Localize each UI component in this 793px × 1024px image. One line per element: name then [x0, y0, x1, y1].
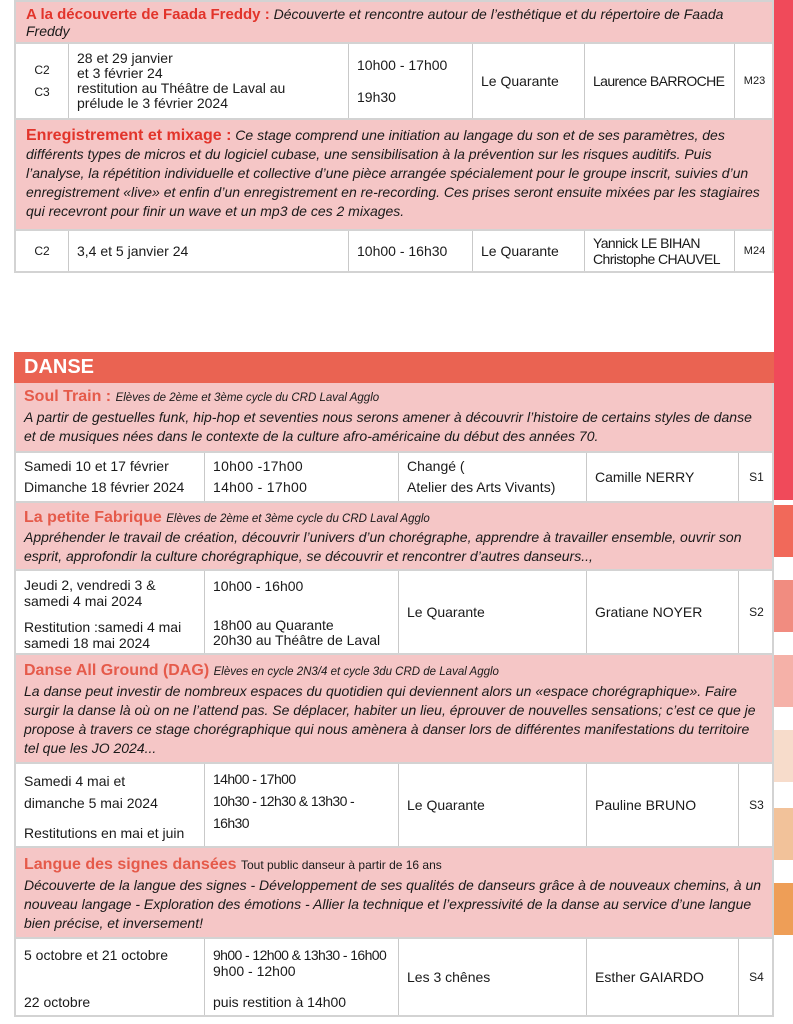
soul-desc: A partir de gestuelles funk, hip-hop et seventies nous serons amener à découvrir l’histoire de certains styles de danse et de musiques nées dans le contexte de la culture afro-américaine du début des années 70. — [24, 409, 752, 444]
date-line: 22 octobre — [24, 994, 91, 1010]
place: Changé ( — [407, 458, 465, 474]
signes-desc: Découverte de la langue des signes - Développement de ses qualités de danseurs grâce à de nouveaux chemins, à un nouveau langage - Exploration des émotions - Allier la technique et l’expressivité de la danse au service d’une langue bien précise, et inversement! — [24, 877, 762, 931]
dag-row — [14, 764, 774, 848]
signes-ref — [738, 939, 774, 1015]
soul-times — [204, 453, 398, 501]
place: Atelier des Arts Vivants) — [407, 479, 556, 495]
date-line: 5 octobre et 21 octobre — [24, 947, 168, 963]
code: C2 — [34, 63, 50, 77]
date-line: Jeudi 2, vendredi 3 & — [24, 577, 156, 593]
signes-place — [398, 939, 586, 1015]
enreg-dates — [68, 231, 348, 271]
signes-row — [14, 939, 774, 1017]
enreg-row — [14, 231, 774, 273]
signes-times — [204, 939, 398, 1015]
dag-desc: La danse peut investir de nombreux espaces du quotidien qui deviennent alors un «espace chorégraphique». Faire surgir la danse là où on ne l’attend pas. Se déplacer, habiter un lieu, éprouver de nouvelles sensations; c’est ce que je propose à travers ce stage chorégraphique qui nous amènera à danser lors de différentes manifestations du territoire tel que les JO 2024... — [24, 683, 756, 756]
soul-sub: Elèves de 2ème et 3ème cycle du CRD Laval Agglo — [115, 392, 380, 404]
dag-ref — [738, 764, 774, 846]
side-strip-coral — [774, 505, 793, 557]
soul-ref — [738, 453, 774, 501]
enreg-desc: Ce stage comprend une initiation au langage du son et de ses paramètres, des différents types de micros et du logiciel cubase, une sensibilisation à la prévention sur les risques auditifs. Puis l’analyse, la répétition individuelle et collective d’une pièce arrangée spécialement pour le groupe inscrit, suivies d’un enregistrement «live» et enfin d’un enregistrement en re-recording. Ces prises seront ensuite mixées par les stagiaires qui recevront pour finir un wave et un mp3 de ces 2 mixages. — [26, 127, 760, 219]
dag-teacher — [586, 764, 738, 846]
time-line: 14h00 - 17h00 — [213, 479, 308, 495]
date-line: samedi 4 mai 2024 — [24, 593, 143, 609]
date-line: Samedi 4 mai et — [24, 773, 126, 789]
fabrique-teacher — [586, 571, 738, 653]
fabrique-dates — [16, 571, 204, 653]
time-line: 14h00 - 17h00 — [213, 771, 296, 787]
soul-dates — [16, 453, 204, 501]
time-line: 10h00 - 16h30 — [357, 243, 448, 259]
dag-sub: Elèves en cycle 2N3/4 et cycle 3du CRD de Laval Agglo — [213, 666, 499, 678]
place: Le Quarante — [481, 73, 559, 89]
signes-header — [14, 848, 774, 939]
side-strip-peach — [774, 808, 793, 860]
ref-code: M24 — [743, 245, 766, 257]
faada-title: A la découverte de Faada Freddy : — [26, 6, 270, 23]
fabrique-times — [204, 571, 398, 653]
teacher: Yannick LE BIHAN — [593, 235, 700, 251]
side-strip-orange — [774, 883, 793, 935]
teacher: Esther GAIARDO — [595, 969, 704, 985]
side-strip-cream — [774, 730, 793, 782]
place: Les 3 chênes — [407, 969, 491, 985]
date-line: samedi 18 mai 2024 — [24, 635, 151, 651]
dag-place — [398, 764, 586, 846]
soul-row — [14, 453, 774, 503]
date-line: Dimanche 18 février 2024 — [24, 479, 185, 495]
faada-ref — [734, 44, 774, 118]
date-line: et 3 février 24 — [77, 65, 163, 81]
side-strip-salmon — [774, 580, 793, 632]
time-line: 20h30 au Théâtre de Laval — [213, 632, 381, 648]
teacher: Laurence BARROCHE — [593, 73, 725, 89]
ref-code: S4 — [749, 970, 764, 984]
date-line: dimanche 5 mai 2024 — [24, 795, 158, 811]
dag-times — [204, 764, 398, 846]
faada-place — [472, 44, 584, 118]
signes-title: Langue des signes dansées — [24, 856, 237, 873]
fabrique-place — [398, 571, 586, 653]
faada-dates — [68, 44, 348, 118]
signes-dates — [16, 939, 204, 1015]
faada-desc: Découverte et rencontre autour de l’esthétique et du répertoire de Faada Freddy — [26, 6, 724, 39]
signes-teacher — [586, 939, 738, 1015]
enreg-title: Enregistrement et mixage : — [26, 127, 232, 144]
faada-codes — [16, 44, 68, 118]
fabrique-ref — [738, 571, 774, 653]
soul-teacher — [586, 453, 738, 501]
enreg-code — [16, 231, 68, 271]
signes-sub: Tout public danseur à partir de 16 ans — [240, 858, 442, 872]
code: C3 — [34, 85, 50, 99]
dag-dates — [16, 764, 204, 846]
enreg-teachers — [584, 231, 734, 271]
date-line: Restitutions en mai et juin — [24, 825, 185, 841]
teacher: Gratiane NOYER — [595, 604, 703, 620]
soul-title: Soul Train : — [24, 388, 112, 405]
side-strip-red — [774, 0, 793, 500]
place: Le Quarante — [407, 797, 485, 813]
faada-teacher — [584, 44, 734, 118]
fabrique-title: La petite Fabrique — [24, 509, 162, 526]
fabrique-desc: Appréhender le travail de création, découvrir l’univers d’un chorégraphe, apprendre à travailler ensemble, ouvrir son esprit, approfondir la culture chorégraphique, se découvrir et rencontrer d’autres danseurs.., — [24, 529, 742, 564]
ref-code: S1 — [749, 470, 764, 484]
teacher: Camille NERRY — [595, 469, 695, 485]
date-line: 3,4 et 5 janvier 24 — [77, 243, 189, 259]
date-line: restitution au Théâtre de Laval au — [77, 80, 286, 96]
dag-header — [14, 655, 774, 764]
faada-times — [348, 44, 472, 118]
time-line: 10h00 -17h00 — [213, 458, 304, 474]
enreg-place — [472, 231, 584, 271]
time-line: 9h00 - 12h00 — [213, 963, 296, 979]
faada-header — [14, 0, 774, 44]
place: Le Quarante — [407, 604, 485, 620]
fabrique-header — [14, 503, 774, 571]
enreg-header — [14, 120, 774, 231]
fabrique-sub: Elèves de 2ème et 3ème cycle du CRD Laval Agglo — [166, 513, 430, 525]
dag-title: Danse All Ground (DAG) — [24, 662, 210, 679]
enreg-ref — [734, 231, 774, 271]
time-line: 19h30 — [357, 89, 396, 105]
ref-code: S3 — [749, 798, 764, 812]
time-line: 18h00 au Quarante — [213, 617, 334, 633]
date-line: Samedi 10 et 17 février — [24, 458, 169, 474]
faada-row — [14, 44, 774, 120]
teacher: Pauline BRUNO — [595, 797, 697, 813]
time-line: 10h00 - 17h00 — [357, 57, 448, 73]
side-strip-pink — [774, 655, 793, 707]
soul-header — [14, 383, 774, 453]
teacher: Christophe CHAUVEL — [593, 251, 720, 267]
danse-heading: DANSE — [14, 352, 774, 383]
time-line: 10h00 - 16h00 — [213, 578, 304, 594]
place: Le Quarante — [481, 243, 559, 259]
date-line: Restitution :samedi 4 mai — [24, 619, 182, 635]
date-line: prélude le 3 février 2024 — [77, 95, 228, 111]
enreg-times — [348, 231, 472, 271]
time-line: 9h00 - 12h00 & 13h30 - 16h00 — [213, 947, 387, 963]
fabrique-row — [14, 571, 774, 655]
code: C2 — [34, 244, 50, 258]
time-line: puis restition à 14h00 — [213, 994, 347, 1010]
ref-code: S2 — [749, 605, 764, 619]
date-line: 28 et 29 janvier — [77, 50, 173, 66]
soul-place — [398, 453, 586, 501]
time-line: 10h30 - 12h30 & 13h30 - 16h30 — [213, 793, 355, 831]
ref-code: M23 — [743, 75, 766, 87]
